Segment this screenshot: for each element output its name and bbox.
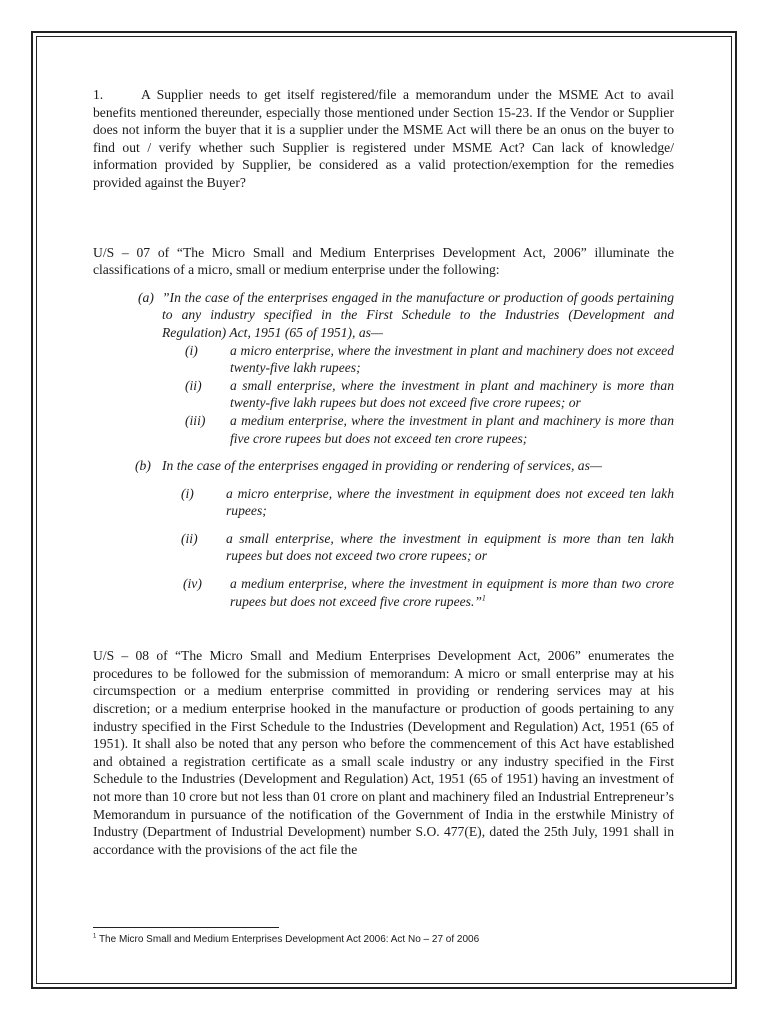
clause-b-item — [183, 575, 674, 610]
clause-b-item-label: (ii) — [181, 530, 198, 546]
clause-a-text: ”In the case of the enterprises engaged in the manufacture or production of goods pertaining to any industry specified in the First Schedule to the Industries (Development and Regulation) Act, 1951 (65 of 1951), as— — [162, 289, 674, 340]
clause-a — [138, 289, 674, 342]
clause-a-item-text: a medium enterprise, where the investment in plant and machinery is more than five crore rupees but does not exceed ten crore rupees; — [230, 412, 674, 446]
question-number: 1. — [93, 87, 104, 102]
clause-a-item-label: (ii) — [185, 377, 202, 393]
clause-b-item — [181, 485, 674, 520]
clause-b-item-text: a small enterprise, where the investment in equipment is more than ten lakh rupees but does not exceed two crore rupees; or — [226, 530, 674, 564]
clause-a-item — [185, 377, 674, 412]
footnote-marker: 1 — [93, 933, 97, 940]
question-text: A Supplier needs to get itself registered/file a memorandum under the MSME Act to avail benefits mentioned thereunder, especially those mentioned under Section 15-23. If the Vendor or Supplier does not inform the buyer that it is a supplier under the MSME Act will there be an onus on the buyer to find out / verify whether such Supplier is registered under MSME Act? Can lack of knowledge/ information provided by Supplier, be considered as a valid protection/exemption for the remedies provided against the Buyer? — [93, 87, 674, 190]
clause-a-item — [185, 412, 674, 447]
clause-b-label: (b) — [135, 458, 151, 474]
footnote-separator — [93, 927, 279, 928]
clause-a-item-text: a micro enterprise, where the investment in plant and machinery does not exceed twenty-five lakh rupees; — [230, 342, 674, 376]
clause-a-item-label: (i) — [185, 342, 198, 358]
clause-a-item-label: (iii) — [185, 412, 206, 428]
clause-b-item — [181, 530, 674, 565]
clause-b — [135, 457, 674, 475]
clause-b-item-label: (iv) — [183, 576, 202, 592]
document-body — [93, 86, 674, 858]
footnote-reference[interactable]: 1 — [481, 593, 486, 603]
section8-paragraph: U/S – 08 of “The Micro Small and Medium Enterprises Development Act, 2006” enumerates the procedures to be followed for the submission of memorandum: A micro or small enterprise may at his circumspection or a medium enterprise committed in providing or rendering services may at his discretion; or a medium enterprise hooked in the manufacture or production of goods pertaining to any industry specified in the First Schedule to the Industries (Development and Regulation) Act, 1951 (65 of 1951). It shall also be noted that any person who before the commencement of this Act have established and obtained a registration certificate as a small scale industry or any industry specified in the First Schedule to the Industries (Development and Regulation) Act, 1951 (65 of 1951) having an investment of not more than 10 crore but not less than 01 crore on plant and machinery filed an Industrial Entrepreneur’s Memorandum in pursuance of the notification of the Government of India in the erstwhile Ministry of Industry (Department of Industrial Development) number S.O. 477(E), dated the 25th July, 1991 shall in accordance with the provisions of the act file the — [93, 648, 674, 857]
clause-b-item-text — [230, 575, 674, 610]
clause-b-item-text-content: a medium enterprise, where the investment in equipment is more than two crore rupees but does not exceed five crore rupees.” — [230, 576, 674, 609]
section7-intro: U/S – 07 of “The Micro Small and Medium Enterprises Development Act, 2006” illuminate the classifications of a micro, small or medium enterprise under the following: — [93, 244, 674, 278]
footnote — [93, 934, 674, 946]
footnote-text: The Micro Small and Medium Enterprises Development Act 2006: Act No – 27 of 2006 — [98, 934, 480, 945]
clause-a-label: (a) — [138, 289, 154, 305]
clause-b-text: In the case of the enterprises engaged in providing or rendering of services, as— — [162, 458, 602, 474]
question-paragraph — [93, 86, 674, 192]
clause-b-item-label: (i) — [181, 485, 194, 501]
clause-a-item-text: a small enterprise, where the investment in plant and machinery is more than twenty-five lakh rupees but does not exceed five crore rupees; or — [230, 377, 674, 411]
clause-b-item-text: a micro enterprise, where the investment in equipment does not exceed ten lakh rupees; — [226, 485, 674, 519]
clause-a-item — [185, 342, 674, 377]
